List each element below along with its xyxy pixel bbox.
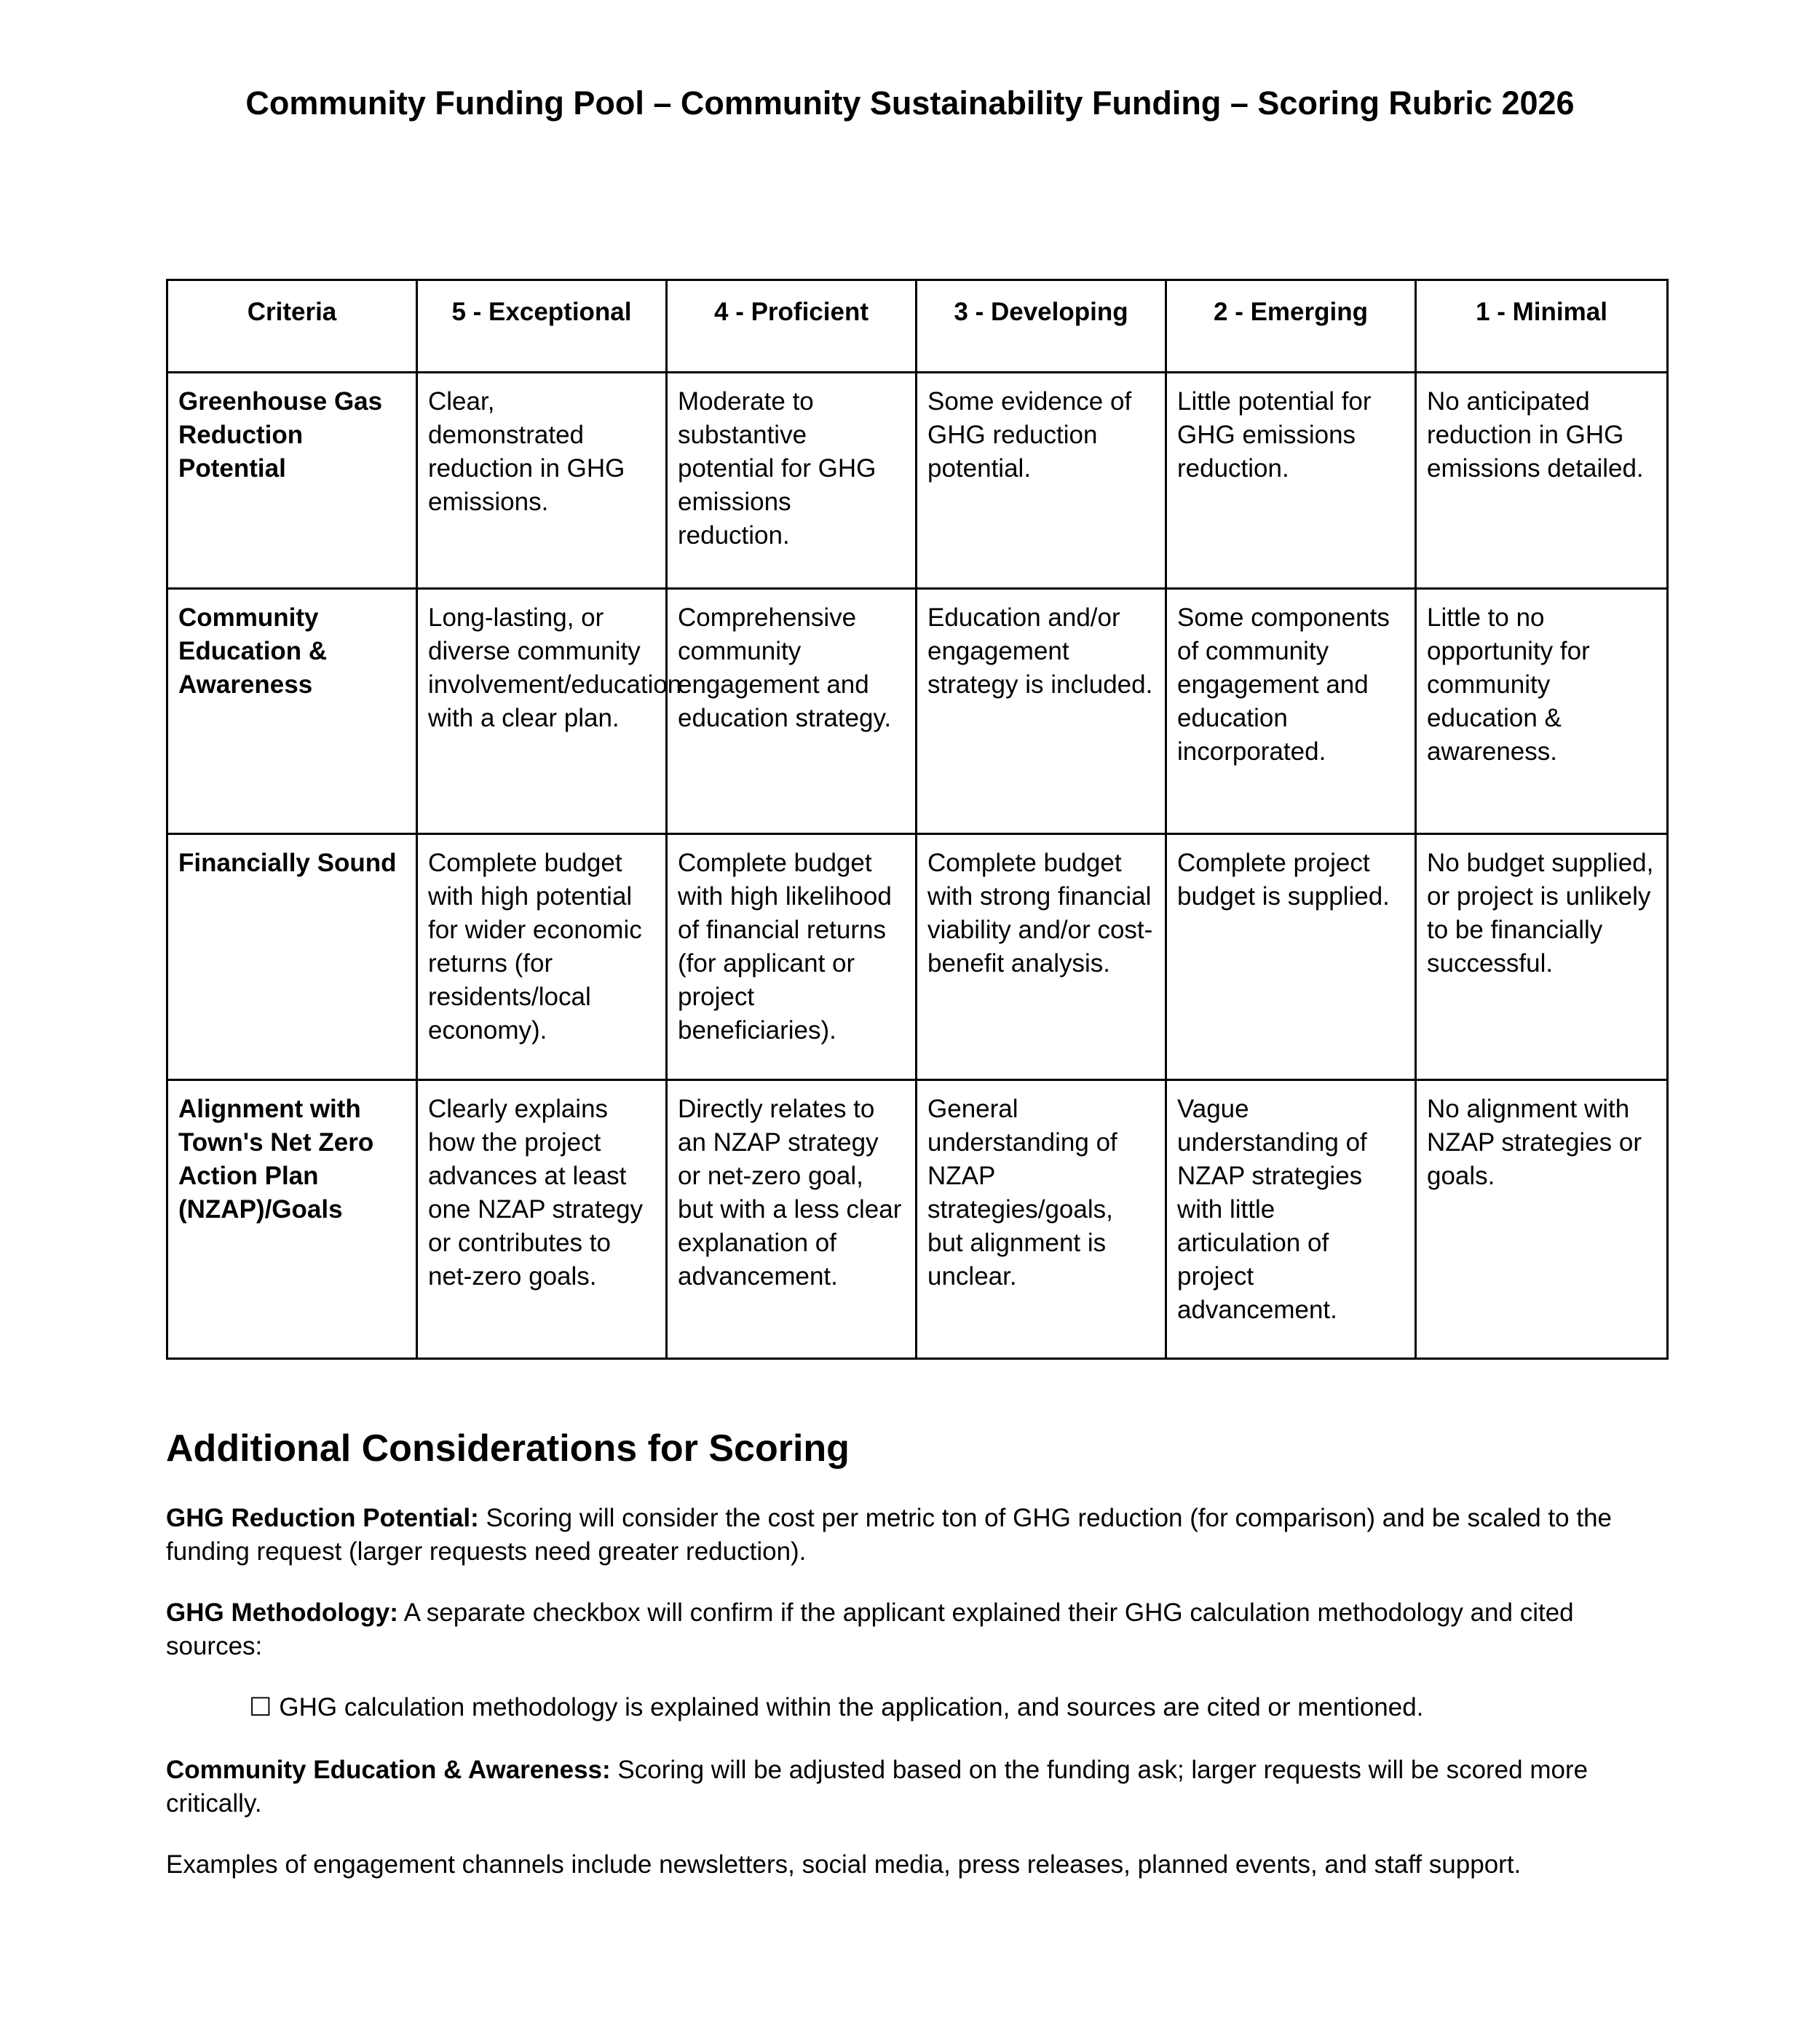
header-proficient: 4 - Proficient: [667, 280, 917, 373]
score-cell: No alignment with NZAP strategies or goals.: [1416, 1080, 1668, 1359]
considerations-heading: Additional Considerations for Scoring: [166, 1427, 850, 1470]
page-title: Community Funding Pool – Community Sustainability Funding – Scoring Rubric 2026: [245, 84, 1575, 122]
header-developing: 3 - Developing: [917, 280, 1166, 373]
score-cell: Some evidence of GHG reduction potential.: [917, 373, 1166, 589]
methodology-checkbox-row[interactable]: [249, 1691, 1661, 1724]
scoring-rubric-table: [166, 279, 1669, 1360]
score-cell: Comprehensive community engagement and education strategy.: [667, 589, 917, 834]
checkbox-label: GHG calculation methodology is explained within the application, and sources are cited or mentioned.: [279, 1693, 1424, 1721]
header-criteria: Criteria: [167, 280, 417, 373]
header-exceptional: 5 - Exceptional: [417, 280, 667, 373]
ghg-reduction-label: GHG Reduction Potential:: [166, 1504, 479, 1532]
score-cell: Complete budget with high likelihood of financial returns (for applicant or project beneficiaries).: [667, 834, 917, 1080]
header-minimal: 1 - Minimal: [1416, 280, 1668, 373]
score-cell: Little to no opportunity for community education & awareness.: [1416, 589, 1668, 834]
score-cell: Moderate to substantive potential for GHG emissions reduction.: [667, 373, 917, 589]
score-cell: Some components of community engagement and education incorporated.: [1166, 589, 1416, 834]
header-emerging: 2 - Emerging: [1166, 280, 1416, 373]
community-edu-text: Scoring will be adjusted based on the funding ask; larger requests will be scored more critically.: [166, 1756, 1588, 1818]
score-cell: No anticipated reduction in GHG emissions detailed.: [1416, 373, 1668, 589]
score-cell: Education and/or engagement strategy is included.: [917, 589, 1166, 834]
ghg-reduction-paragraph: [166, 1502, 1666, 1569]
score-cell: Complete project budget is supplied.: [1166, 834, 1416, 1080]
table-row: [167, 589, 1668, 834]
score-cell: Directly relates to an NZAP strategy or net-zero goal, but with a less clear explanation of advancement.: [667, 1080, 917, 1359]
criteria-cell: Financially Sound: [167, 834, 417, 1080]
ghg-methodology-text: A separate checkbox will confirm if the applicant explained their GHG calculation methodology and cited sources:: [166, 1598, 1574, 1660]
score-cell: Little potential for GHG emissions reduction.: [1166, 373, 1416, 589]
criteria-cell: Community Education & Awareness: [167, 589, 417, 834]
community-edu-paragraph: [166, 1754, 1666, 1820]
score-cell: Long-lasting, or diverse community involvement/education with a clear plan.: [417, 589, 667, 834]
table-row: [167, 834, 1668, 1080]
table-row: [167, 1080, 1668, 1359]
ghg-methodology-paragraph: [166, 1596, 1666, 1663]
table-row: [167, 373, 1668, 589]
community-edu-label: Community Education & Awareness:: [166, 1756, 611, 1784]
score-cell: Vague understanding of NZAP strategies with little articulation of project advancement.: [1166, 1080, 1416, 1359]
engagement-examples-paragraph: Examples of engagement channels include newsletters, social media, press releases, planned events, and staff support.: [166, 1850, 1522, 1879]
score-cell: Complete budget with high potential for wider economic returns (for residents/local economy).: [417, 834, 667, 1080]
ghg-reduction-text: Scoring will consider the cost per metric ton of GHG reduction (for comparison) and be scaled to the funding request (larger requests need greater reduction).: [166, 1504, 1613, 1566]
score-cell: No budget supplied, or project is unlikely to be financially successful.: [1416, 834, 1668, 1080]
score-cell: Clear, demonstrated reduction in GHG emissions.: [417, 373, 667, 589]
checkbox-icon[interactable]: ☐: [249, 1693, 272, 1721]
table-header-row: [167, 280, 1668, 373]
ghg-methodology-label: GHG Methodology:: [166, 1598, 398, 1627]
score-cell: Clearly explains how the project advances at least one NZAP strategy or contributes to net-zero goals.: [417, 1080, 667, 1359]
criteria-cell: Alignment with Town's Net Zero Action Plan (NZAP)/Goals: [167, 1080, 417, 1359]
score-cell: General understanding of NZAP strategies/goals, but alignment is unclear.: [917, 1080, 1166, 1359]
score-cell: Complete budget with strong financial viability and/or cost-benefit analysis.: [917, 834, 1166, 1080]
criteria-cell: Greenhouse Gas Reduction Potential: [167, 373, 417, 589]
